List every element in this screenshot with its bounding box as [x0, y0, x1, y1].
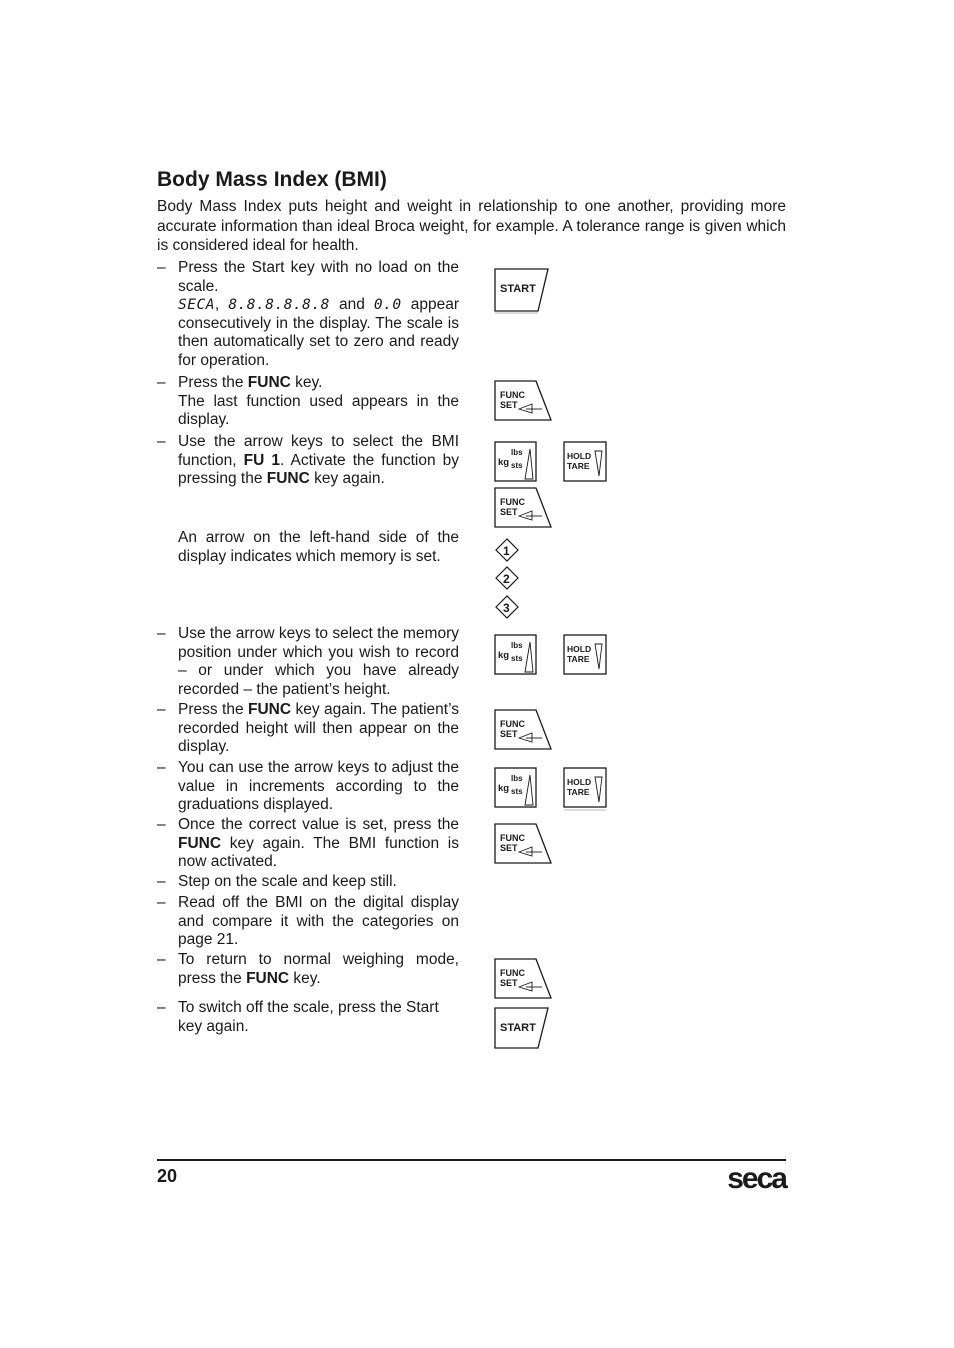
start-key-icon: [494, 268, 550, 314]
svg-text:SET: SET: [500, 843, 518, 853]
step-read-bmi: – Read off the BMI on the digital display and compare it with the categories on page 21.: [157, 894, 459, 949]
display-seca: SECA: [178, 297, 215, 314]
svg-text:3: 3: [503, 601, 510, 615]
page-number: 20: [157, 1166, 178, 1186]
intro-paragraph: Body Mass Index puts height and weight in relationship to one another, providing more accurate information than ideal Broca weight, for example. A tolerance range is given which is considered ideal for health.: [157, 198, 786, 254]
svg-text:1: 1: [503, 544, 510, 558]
svg-text:sts: sts: [511, 461, 523, 470]
display-sequence-text: SECA, 8.8.8.8.8.8 and 0.0 appear consecutively in the display. The scale is then automatically set to zero and ready for operation.: [178, 296, 459, 369]
step-select-bmi: – Use the arrow keys to select the BMI function, FU 1. Activate the function by pressing the FUNC key again.: [157, 433, 459, 488]
svg-text:HOLD: HOLD: [567, 451, 592, 461]
svg-text:START: START: [500, 283, 536, 295]
section-heading: Body Mass Index (BMI): [157, 168, 387, 191]
svg-text:sts: sts: [511, 654, 523, 663]
svg-text:FUNC: FUNC: [500, 719, 525, 729]
svg-text:sts: sts: [511, 787, 523, 796]
svg-text:SET: SET: [500, 729, 518, 739]
step-return-weighing: – To return to normal weighing mode, press the FUNC key.: [157, 951, 459, 987]
func-key-icon: [494, 823, 554, 867]
svg-text:HOLD: HOLD: [567, 644, 592, 654]
svg-text:kg: kg: [498, 783, 510, 794]
svg-text:2: 2: [503, 572, 510, 586]
step-func-height: – Press the FUNC key again. The patient’s recorded height will then appear on the display.: [157, 701, 459, 756]
svg-text:lbs: lbs: [511, 641, 523, 650]
svg-text:TARE: TARE: [567, 461, 590, 471]
func-key-icon: [494, 380, 554, 424]
svg-text:seca: seca: [727, 1162, 786, 1194]
start-key-icon: [494, 1007, 550, 1051]
memory-3-indicator-icon: [494, 595, 520, 619]
step-adjust-value: – You can use the arrow keys to adjust the value in increments according to the graduations displayed.: [157, 759, 459, 814]
memory-arrow-note: An arrow on the left-hand side of the display indicates which memory is set.: [178, 529, 459, 565]
memory-2-indicator-icon: [494, 566, 520, 590]
step-select-memory: – Use the arrow keys to select the memory position under which you wish to record – or under which you have already recorded – the patient’s height.: [157, 625, 459, 698]
arrow-up-hold-key-icon: [563, 441, 609, 483]
svg-text:TARE: TARE: [567, 654, 590, 664]
display-all-segments: 8.8.8.8.8.8: [228, 297, 330, 314]
footer-divider: [157, 1159, 786, 1161]
svg-text:FUNC: FUNC: [500, 968, 525, 978]
svg-text:lbs: lbs: [511, 774, 523, 783]
svg-text:SET: SET: [500, 400, 518, 410]
svg-text:FUNC: FUNC: [500, 833, 525, 843]
func-key-icon: [494, 709, 554, 753]
step-start-key: – Press the Start key with no load on the scale. SECA, 8.8.8.8.8.8 and 0.0 appear consecutively in the display. The scale is then automatically set to zero and ready for operation.: [157, 259, 459, 369]
svg-text:FUNC: FUNC: [500, 390, 525, 400]
step-stand-still: – Step on the scale and keep still.: [157, 873, 397, 890]
step-switch-off: – To switch off the scale, press the Start key again.: [157, 999, 439, 1035]
svg-text:lbs: lbs: [511, 448, 523, 457]
memory-1-indicator-icon: [494, 538, 520, 562]
arrow-down-kg-key-icon: [494, 634, 538, 676]
func-key-icon: [494, 487, 554, 531]
svg-text:FUNC: FUNC: [500, 497, 525, 507]
arrow-down-kg-key-icon: [494, 441, 538, 483]
arrow-up-hold-key-icon: [563, 767, 609, 811]
svg-text:START: START: [500, 1022, 536, 1034]
arrow-up-hold-key-icon: [563, 634, 609, 676]
svg-text:TARE: TARE: [567, 787, 590, 797]
step-activate-bmi: – Once the correct value is set, press the FUNC key again. The BMI function is now activated.: [157, 816, 459, 871]
display-zero: 0.0: [373, 297, 402, 314]
seca-logo: [718, 1160, 788, 1199]
svg-text:kg: kg: [498, 457, 510, 468]
svg-text:SET: SET: [500, 507, 518, 517]
arrow-down-kg-key-icon: [494, 767, 538, 809]
svg-text:kg: kg: [498, 650, 510, 661]
svg-text:SET: SET: [500, 978, 518, 988]
step-press-func: – Press the FUNC key. The last function used appears in the display.: [157, 374, 459, 429]
func-key-icon: [494, 958, 554, 1002]
svg-text:HOLD: HOLD: [567, 777, 592, 787]
